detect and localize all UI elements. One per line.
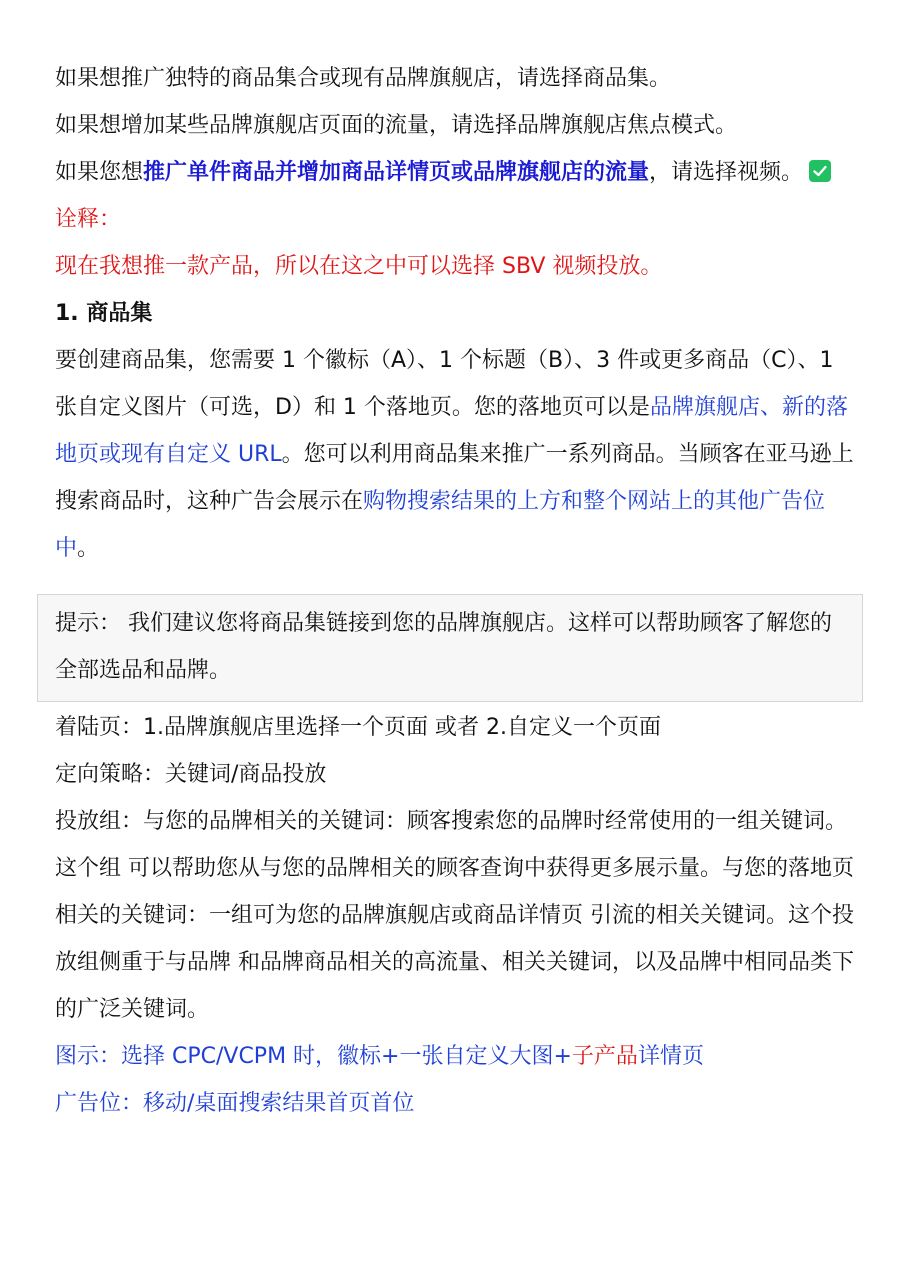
intro-line-3 (55, 149, 855, 196)
placement-line: 广告位：移动/桌面搜索结果首页首位 (55, 1091, 415, 1116)
display-line-part-1: 图示：选择 CPC/VCPM 时，徽标+一张自定义大图+ (55, 1044, 572, 1069)
section-body-part-3: 。 (77, 536, 100, 561)
ad-placement-link[interactable]: 购物搜索结果的上方和整个网站上的其他广告位中 (55, 489, 826, 561)
intro-line-2: 如果想增加某些品牌旗舰店页面的流量，请选择品牌旗舰店焦点模式。 (55, 113, 738, 138)
intro-line-3-prefix: 如果您想 (55, 160, 144, 185)
display-line-red: 子产品 (571, 1044, 638, 1069)
check-mark-icon (809, 160, 831, 182)
section-body-part-2: 。您可以利用商品集来推广一系列商品。当顾客在亚马逊上搜索商品时，这种广告会展示在 (55, 442, 854, 514)
ad-group-paragraph: 投放组：与您的品牌相关的关键词：顾客搜索您的品牌时经常使用的一组关键词。这个组 可以帮助您从与您的品牌相关的顾客查询中获得更多展示量。与您的落地页相关的关键词：一组可为您的品牌旗舰店或商品详情页 引流的相关关键词。这个投放组侧重于与品牌 和品牌商品相关的高流量、相关关键词，以及品牌中相同品类下的广泛关键词。 (55, 809, 854, 1022)
video-highlight-text: 推广单件商品并增加商品详情页或品牌旗舰店的流量 (143, 160, 650, 185)
note-label: 诠释： (55, 207, 122, 232)
section-body-part-1: 要创建商品集，您需要 1 个徽标（A）、1 个标题（B）、3 件或更多商品（C）、1 张自定义图片（可选，D）和 1 个落地页。您的落地页可以是 (55, 348, 834, 420)
section-heading: 1. 商品集 (55, 301, 153, 326)
landing-options-link[interactable]: 品牌旗舰店、新的落地页或现有自定义 URL (55, 395, 848, 467)
display-line (55, 1033, 855, 1080)
targeting-line: 定向策略：关键词/商品投放 (55, 762, 327, 787)
intro-line-1: 如果想推广独特的商品集合或现有品牌旗舰店，请选择商品集。 (55, 66, 672, 91)
display-line-part-2: 详情页 (637, 1044, 704, 1069)
landing-page-line: 着陆页：1.品牌旗舰店里选择一个页面 或者 2.自定义一个页面 (55, 715, 661, 740)
section-body (55, 337, 855, 572)
intro-line-3-suffix: ，请选择视频。 (649, 160, 804, 185)
document-page (55, 55, 855, 1127)
tip-text: 提示： 我们建议您将商品集链接到您的品牌旗舰店。这样可以帮助顾客了解您的全部选品和品牌。 (55, 611, 832, 683)
tip-box (37, 594, 863, 702)
note-text: 现在我想推一款产品，所以在这之中可以选择 SBV 视频投放。 (55, 254, 663, 279)
